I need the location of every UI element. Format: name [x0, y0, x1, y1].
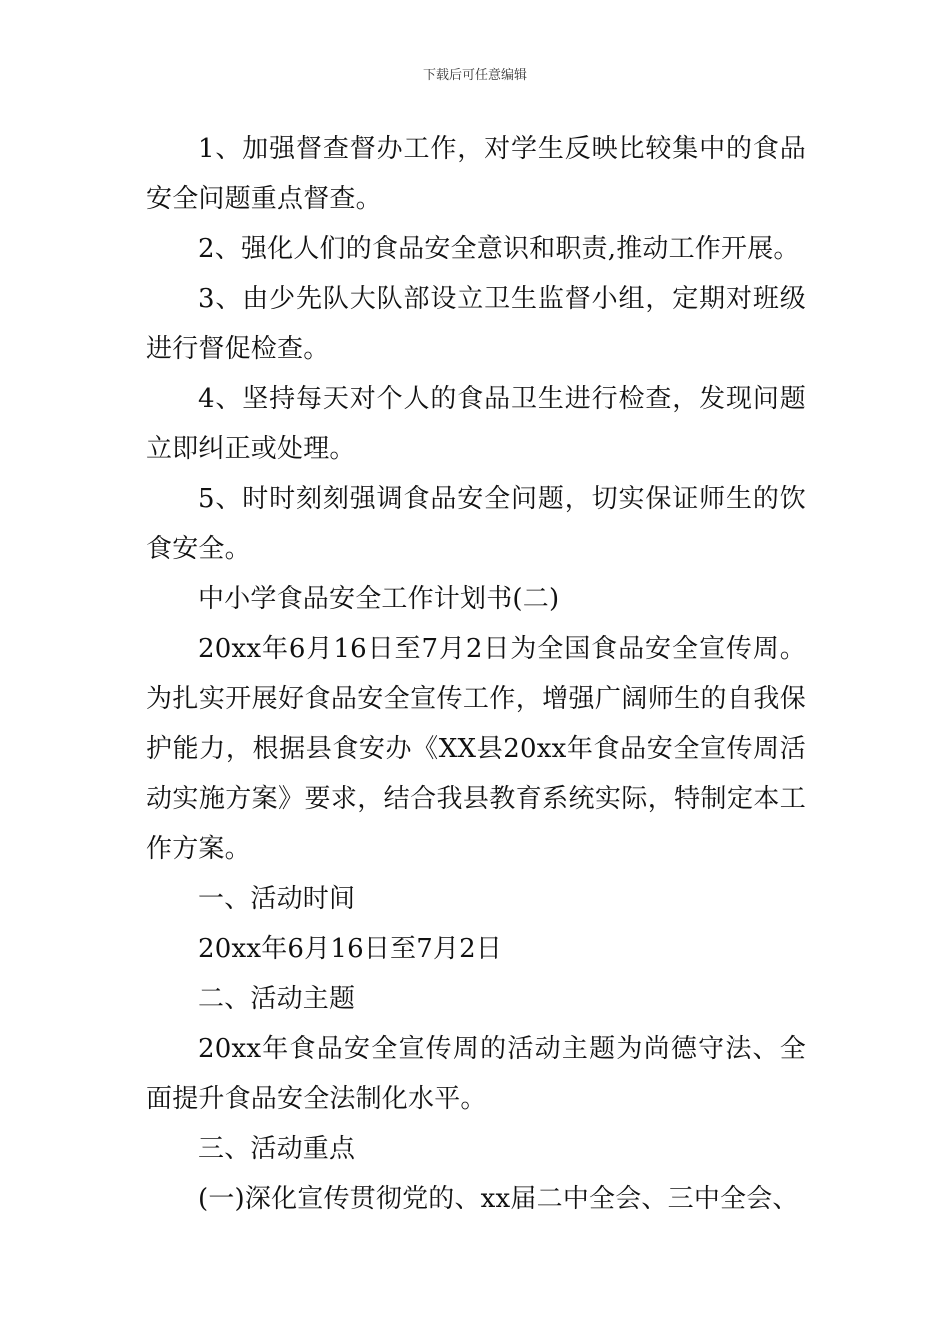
activity-theme-paragraph: 20xx年食品安全宣传周的活动主题为尚德守法、全面提升食品安全法制化水平。 [146, 1034, 806, 1114]
heading-activity-theme: 二、活动主题 [198, 984, 356, 1014]
activity-focus-item-1: (一)深化宣传贯彻党的、xx届二中全会、三中全会、 [198, 1184, 799, 1214]
intro-paragraph: 20xx年6月16日至7月2日为全国食品安全宣传周。为扎实开展好食品安全宣传工作，增强广阔师生的自我保护能力，根据县食安办《XX县20xx年食品安全宣传周活动实施方案》要求，结合我县教育系统实际，特制定本工作方案。 [146, 634, 806, 864]
heading-activity-focus: 三、活动重点 [198, 1134, 356, 1164]
paragraph-item-5: 5、时时刻刻强调食品安全问题，切实保证师生的饮食安全。 [146, 484, 806, 564]
heading-activity-time: 一、活动时间 [198, 884, 356, 914]
paragraph-item-1: 1、加强督查督办工作，对学生反映比较集中的食品安全问题重点督查。 [146, 134, 806, 214]
paragraph-item-2: 2、强化人们的食品安全意识和职责,推动工作开展。 [198, 234, 800, 264]
page-header: 下载后可任意编辑 [422, 68, 527, 83]
activity-time-value: 20xx年6月16日至7月2日 [198, 934, 503, 964]
paragraph-item-4: 4、坚持每天对个人的食品卫生进行检查，发现问题立即纠正或处理。 [146, 384, 806, 464]
document-body [146, 124, 806, 1224]
paragraph-item-3: 3、由少先队大队部设立卫生监督小组，定期对班级进行督促检查。 [146, 284, 806, 364]
section-title: 中小学食品安全工作计划书(二) [198, 584, 560, 614]
